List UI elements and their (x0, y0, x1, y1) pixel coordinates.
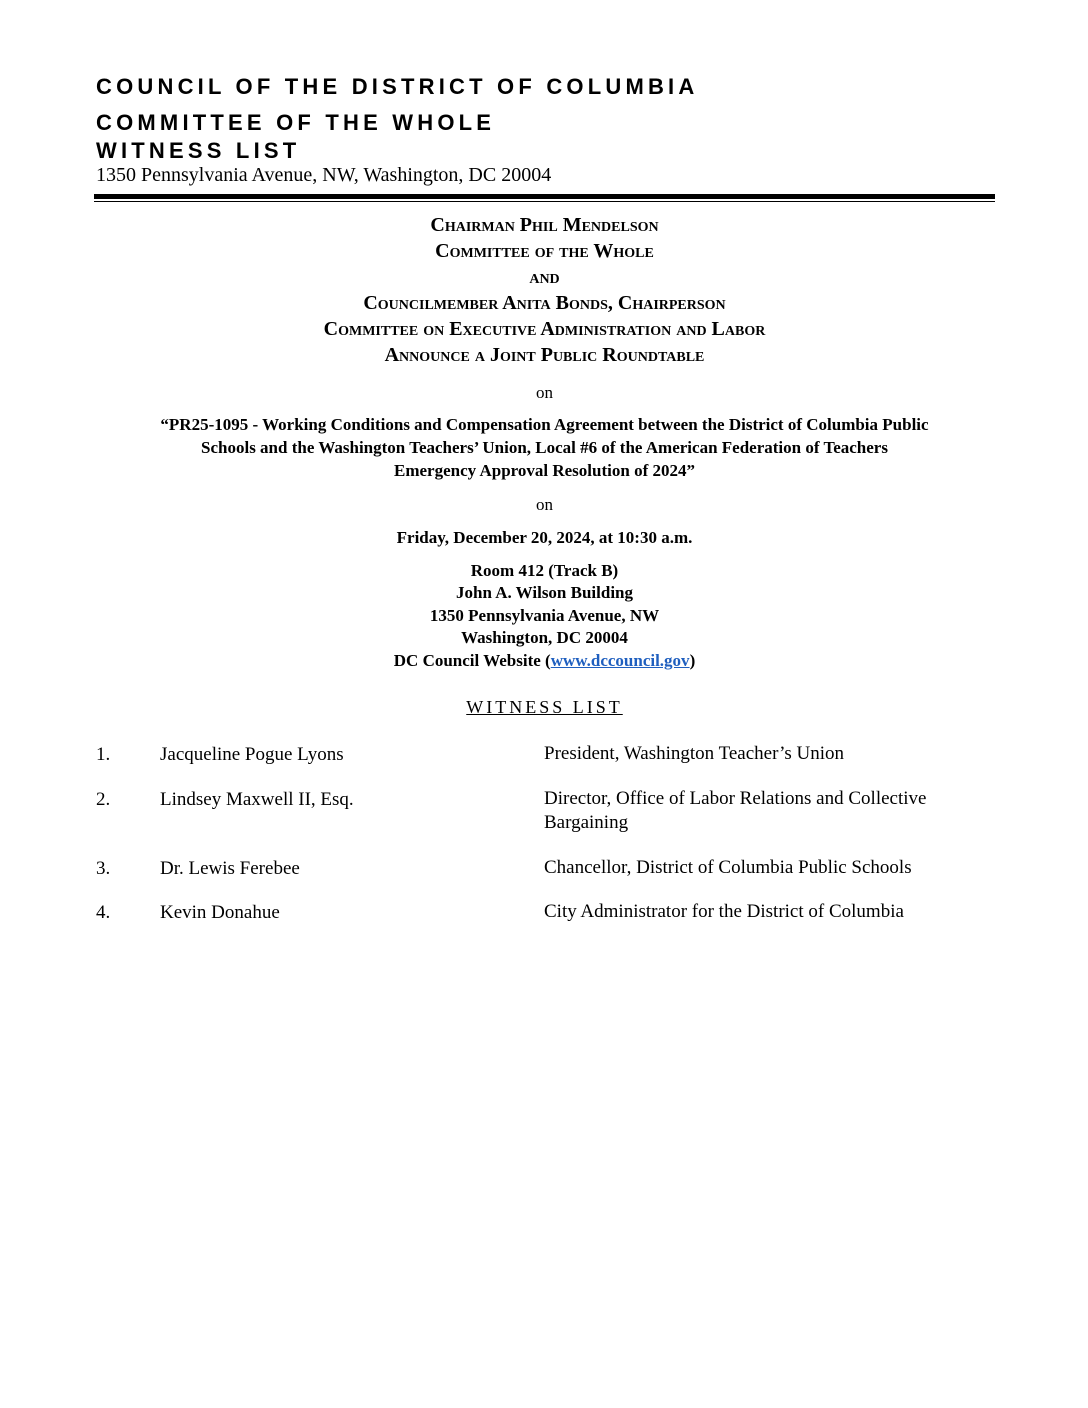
witness-title (544, 856, 912, 880)
announcement-councilmember: Councilmember Anita Bonds, Chairperson (363, 292, 726, 314)
location-street: 1350 Pennsylvania Avenue, NW (429, 606, 660, 625)
resolution-title-line-2: Schools and the Washington Teachers’ Union, Local #6 of the American Federation of Teachers (201, 438, 888, 457)
witness-number: 4. (96, 902, 111, 923)
witness-title-line: Director, Office of Labor Relations and Collective (544, 788, 927, 809)
announcement-chairman: Chairman Phil Mendelson (430, 214, 659, 236)
announcement-and: and (529, 266, 560, 288)
letterhead-witness-list: WITNESS LIST (96, 138, 301, 163)
location-website (94, 651, 995, 671)
website-prefix: DC Council Website ( (393, 651, 551, 670)
header-divider-thick (94, 194, 995, 199)
location-room: Room 412 (Track B) (470, 561, 619, 580)
header-divider-thin (94, 201, 995, 202)
witness-name: Jacqueline Pogue Lyons (160, 744, 344, 765)
witness-title-line: Bargaining (544, 812, 629, 833)
letterhead-committee: COMMITTEE OF THE WHOLE (96, 110, 496, 135)
dccouncil-website-link[interactable]: www.dccouncil.gov (550, 651, 690, 670)
witness-title-line: President, Washington Teacher’s Union (544, 743, 845, 764)
witness-name: Lindsey Maxwell II, Esq. (160, 789, 354, 810)
on-label-2: on (536, 495, 553, 514)
witness-number: 3. (96, 858, 111, 879)
witness-number: 2. (96, 789, 111, 810)
witness-list-heading: WITNESS LIST (466, 697, 623, 717)
hearing-datetime: Friday, December 20, 2024, at 10:30 a.m. (396, 528, 693, 547)
witness-title (544, 787, 926, 835)
announcement-committee-whole: Committee of the Whole (435, 240, 654, 262)
letterhead-address: 1350 Pennsylvania Avenue, NW, Washington, DC 20004 (96, 164, 552, 186)
on-label-1: on (536, 383, 553, 402)
witness-title (544, 900, 904, 924)
letterhead-council: COUNCIL OF THE DISTRICT OF COLUMBIA (96, 74, 699, 99)
witness-title-line: City Administrator for the District of Columbia (544, 901, 904, 922)
witness-number: 1. (96, 744, 111, 765)
location-building: John A. Wilson Building (455, 583, 634, 602)
resolution-title-line-3: Emergency Approval Resolution of 2024” (394, 461, 695, 480)
announcement-committee-executive: Committee on Executive Administration and Labor (323, 318, 766, 340)
resolution-title-line-1: “PR25-1095 - Working Conditions and Compensation Agreement between the District of Columbia Public (160, 415, 929, 434)
witness-title-line: Chancellor, District of Columbia Public Schools (544, 857, 912, 878)
location-city: Washington, DC 20004 (461, 628, 628, 647)
witness-name: Kevin Donahue (160, 902, 280, 923)
website-suffix: ) (689, 651, 696, 670)
witness-title (544, 742, 844, 766)
witness-name: Dr. Lewis Ferebee (160, 858, 300, 879)
announcement-roundtable: Announce a Joint Public Roundtable (384, 344, 705, 366)
